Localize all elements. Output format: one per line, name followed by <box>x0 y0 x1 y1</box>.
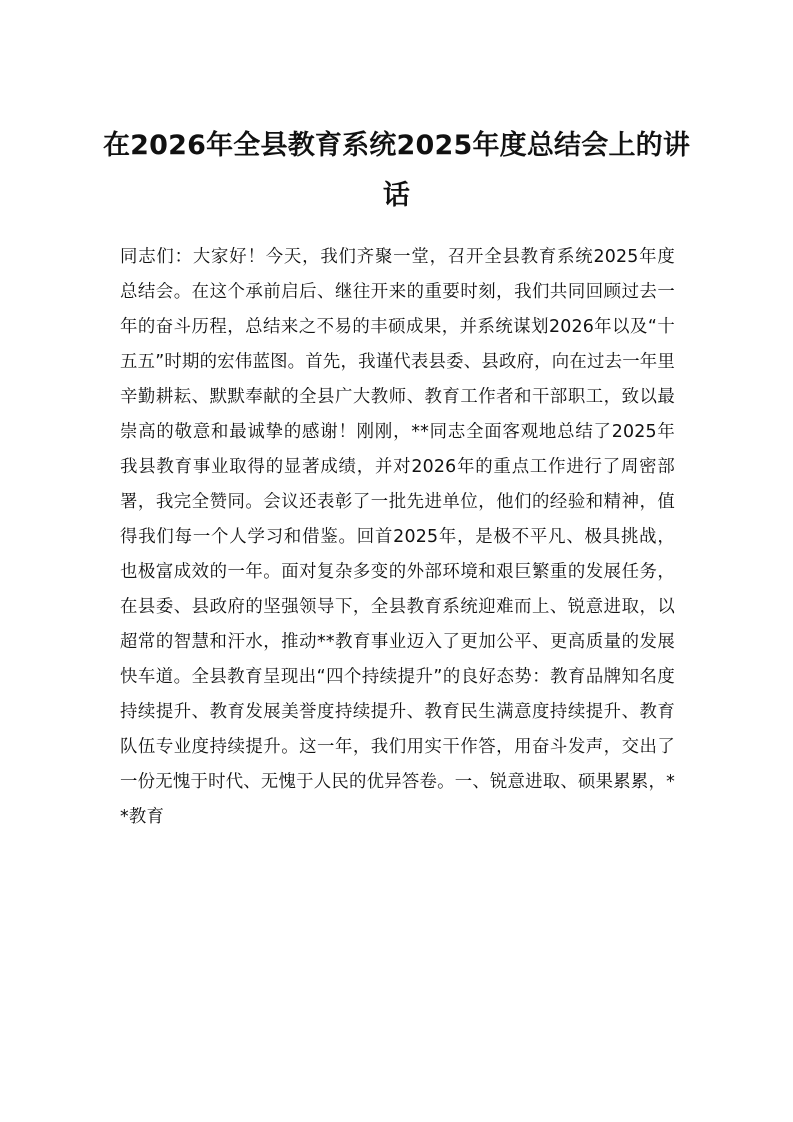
document-title: 在2026年全县教育系统2025年度总结会上的讲话 <box>102 130 691 211</box>
speech-body-text: 同志们：大家好！今天，我们齐聚一堂，召开全县教育系统2025年度总结会。在这个承前启后、继往开来的重要时刻，我们共同回顾过去一年的奋斗历程，总结来之不易的丰硕成果，并系统谋划2026年以及“十五五”时期的宏伟蓝图。首先，我谨代表县委、县政府，向在过去一年里辛勤耕耘、默默奉献的全县广大教师、教育工作者和干部职工，致以最崇高的敬意和最诚挚的感谢！刚刚，**同志全面客观地总结了2025年我县教育事业取得的显著成绩，并对2026年的重点工作进行了周密部署，我完全赞同。会议还表彰了一批先进单位，他们的经验和精神，值得我们每一个人学习和借鉴。回首2025年，是极不平凡、极具挑战，也极富成效的一年。面对复杂多变的外部环境和艰巨繁重的发展任务，在县委、县政府的坚强领导下，全县教育系统迎难而上、锐意进取，以超常的智慧和汗水，推动**教育事业迈入了更加公平、更高质量的发展快车道。全县教育呈现出“四个持续提升”的良好态势：教育品牌知名度持续提升、教育发展美誉度持续提升、教育民生满意度持续提升、教育队伍专业度持续提升。这一年，我们用实干作答，用奋斗发声，交出了一份无愧于时代、无愧于人民的优异答卷。一、锐意进取、硕果累累，**教育 <box>120 247 675 827</box>
